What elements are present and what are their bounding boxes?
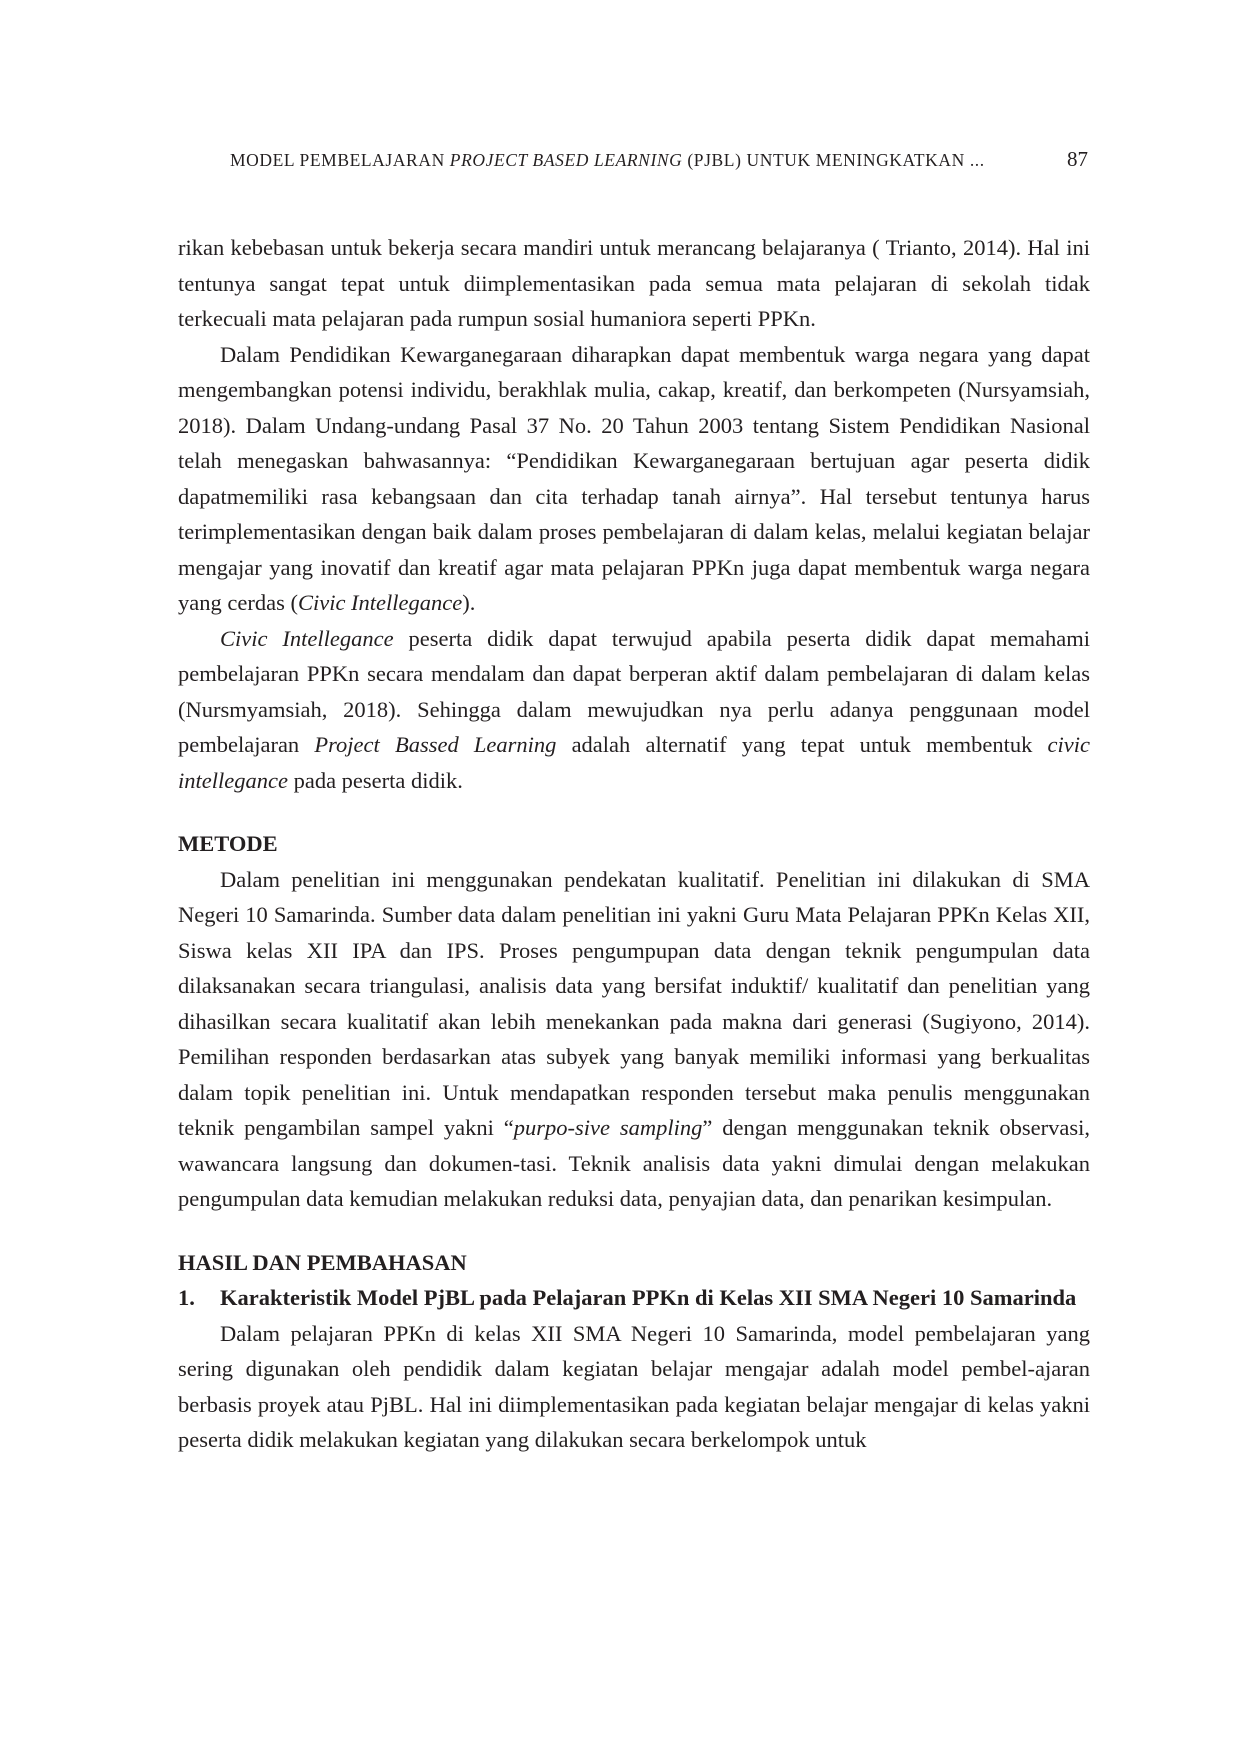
running-header-title: MODEL PEMBELAJARAN PROJECT BASED LEARNING (PJBL) UNTUK MENINGKATKAN ... [230, 150, 985, 170]
paragraph-metode: Dalam penelitian ini menggunakan pendekatan kualitatif. Penelitian ini dilakukan di SMA Negeri 10 Samarinda. Sumber data dalam penelitian ini yakni Guru Mata Pelajaran PPKn Kelas XII, Siswa kelas XII IPA dan IPS. Proses pengumpupan data dengan teknik pengumpulan data dilaksanakan secara triangulasi, analisis data yang bersifat induktif/ kualitatif dan penelitian yang dihasilkan secara kualitatif akan lebih menekankan pada makna dari generasi (Sugiyono, 2014). Pemilihan responden berdasarkan atas subyek yang banyak memiliki informasi yang berkualitas dalam topik penelitian ini. Untuk mendapatkan responden tersebut maka penulis menggunakan teknik pengambilan sampel yakni “purpo-sive sampling” dengan menggunakan teknik observasi, wawancara langsung dan dokumen-tasi. Teknik analisis data yakni dimulai dengan melakukan pengumpulan data kemudian melakukan reduksi data, penyajian data, dan penarikan kesimpulan. [178, 866, 1090, 1211]
paragraph-kewarganegaraan: Dalam Pendidikan Kewarganegaraan diharapkan dapat membentuk warga negara yang dapat mengembangkan potensi individu, berakhlak mulia, cakap, kreatif, dan berkompeten (Nursyamsiah, 2018). Dalam Undang-undang Pasal 37 No. 20 Tahun 2003 tentang Sistem Pendidikan Nasional telah menegaskan bahwasannya: “Pendidikan Kewarganegaraan bertujuan agar peserta didik dapatmemiliki rasa kebangsaan dan cita terhadap tanah airnya”. Hal tersebut tentunya harus terimplementasikan dengan baik dalam proses pembelajaran di dalam kelas, melalui kegiatan belajar mengajar yang inovatif dan kreatif agar mata pelajaran PPKn juga dapat membentuk warga negara yang cerdas (Civic Intellegance). [178, 341, 1090, 615]
paragraph-continued: rikan kebebasan untuk bekerja secara mandiri untuk merancang belajaranya ( Trianto, 2014). Hal ini tentunya sangat tepat untuk diimplementasikan pada semua mata pelajaran di sekolah tidak terkecuali mata pelajaran pada rumpun sosial humaniora seperti PPKn. [178, 235, 1090, 331]
subsection-heading [178, 1280, 1090, 1316]
paragraph-hasil: Dalam pelajaran PPKn di kelas XII SMA Negeri 10 Samarinda, model pembelajaran yang sering digunakan oleh pendidik dalam kegiatan belajar mengajar adalah model pembel-ajaran berbasis proyek atau PjBL. Hal ini diimplementasikan pada kegiatan belajar mengajar di kelas yakni peserta didik melakukan kegiatan yang dilakukan secara berkelompok untuk [178, 1320, 1090, 1452]
page-number: 87 [1067, 147, 1088, 171]
section-gap [178, 798, 1090, 826]
article-body [178, 230, 1090, 1458]
section-heading-metode: METODE [178, 831, 278, 856]
section-gap [178, 1217, 1090, 1245]
subsection-number: 1. [178, 1285, 195, 1310]
section-heading-hasil: HASIL DAN PEMBAHASAN [178, 1249, 467, 1275]
subsection-title: Karakteristik Model PjBL pada Pelajaran PPKn di Kelas XII SMA Negeri 10 Samarinda [220, 1285, 1077, 1310]
paragraph-civic-intellegance: Civic Intellegance peserta didik dapat terwujud apabila peserta didik dapat memahami pembelajaran PPKn secara mendalam dan dapat berperan aktif dalam pembelajaran di dalam kelas (Nursmyamsiah, 2018). Sehingga dalam mewujudkan nya perlu adanya penggunaan model pembelajaran Project Bassed Learning adalah alternatif yang tepat untuk membentuk civic intellegance pada peserta didik. [178, 625, 1091, 793]
